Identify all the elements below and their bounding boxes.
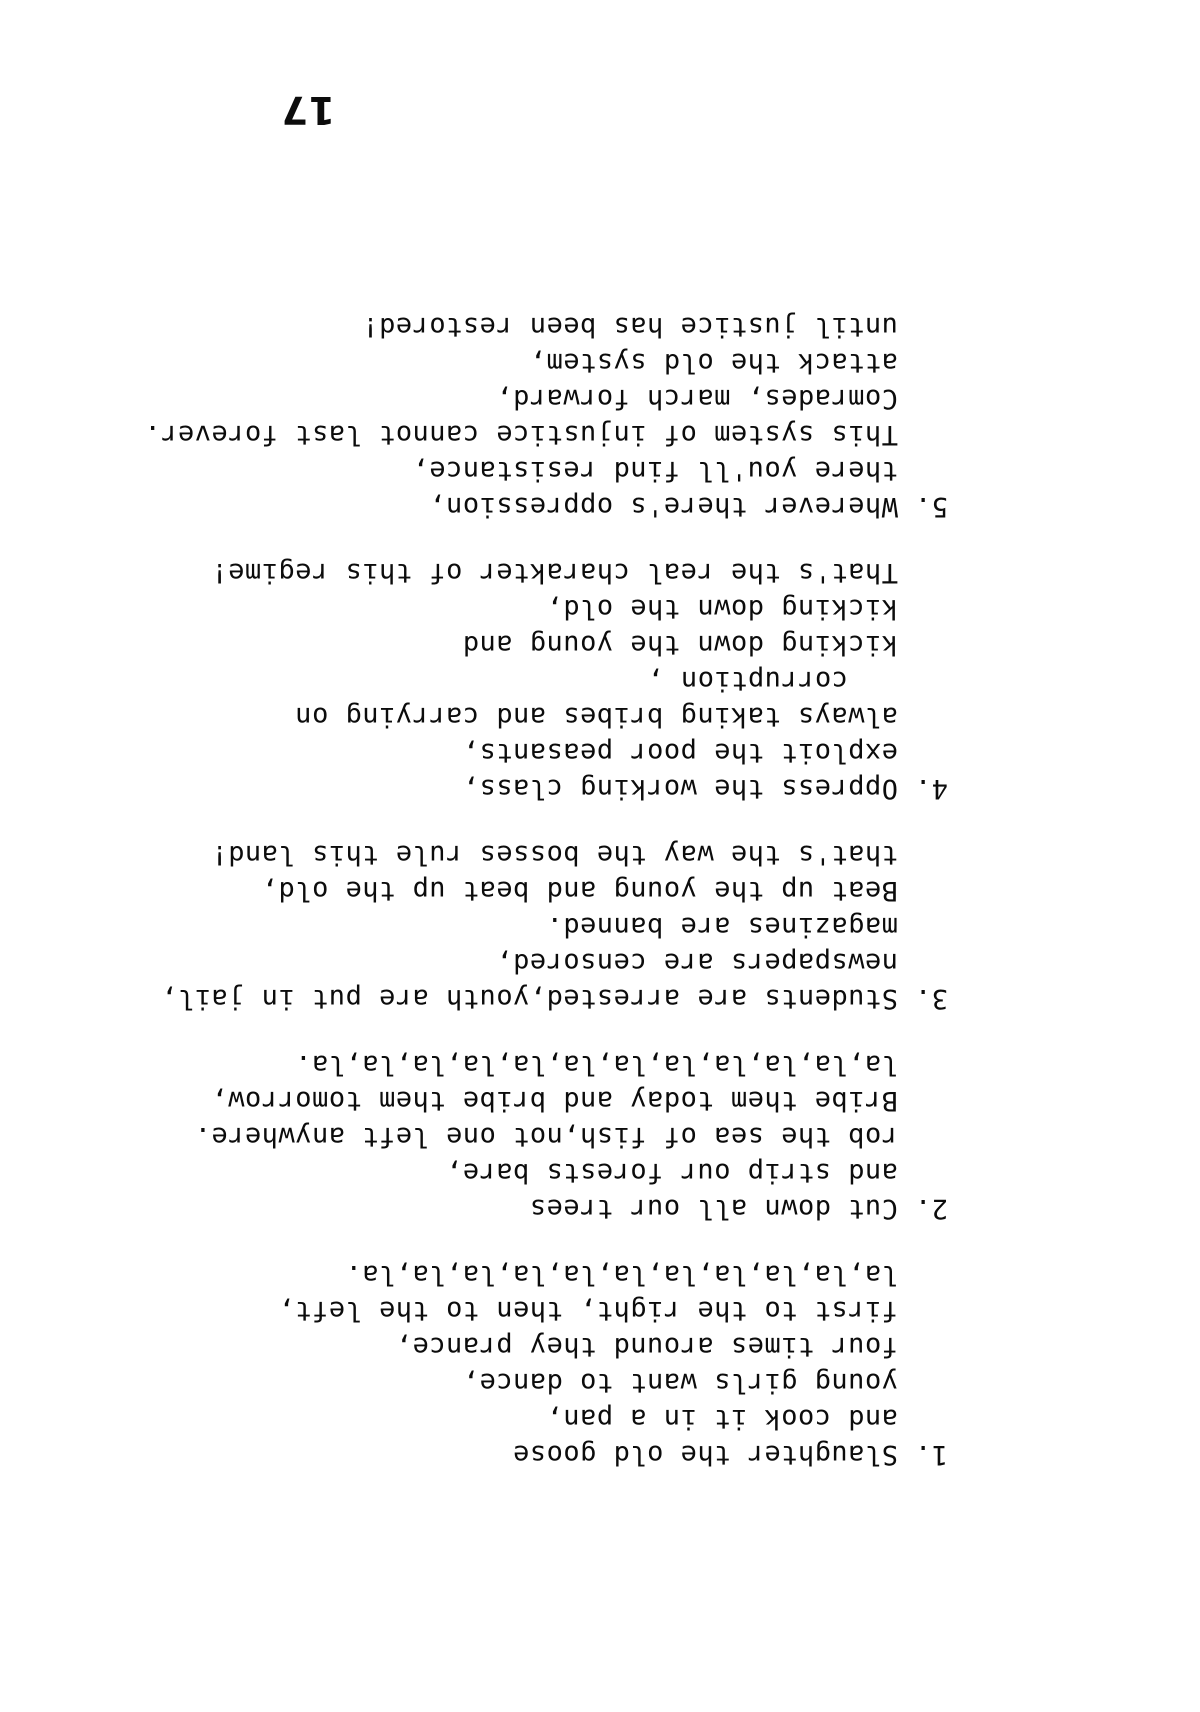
verse-line-text: attack the old system, bbox=[529, 347, 898, 378]
verse-line bbox=[144, 944, 948, 980]
verse-line-text: kicking down the young and bbox=[462, 629, 898, 660]
verse-line-text: kicking down the old, bbox=[546, 593, 898, 624]
verse-line-text: rob the sea of fish,not one left anywhere. bbox=[194, 1121, 898, 1152]
verse-4 bbox=[144, 554, 948, 806]
verse-line-text: la,la,la,la,la,la,la,la,la,la,la,la. bbox=[294, 1049, 898, 1080]
verse-line-text: Beat up the young and beat up the old, bbox=[261, 875, 898, 906]
verse-3 bbox=[144, 836, 948, 1016]
verse-1 bbox=[144, 1256, 948, 1472]
verse-line bbox=[144, 698, 948, 734]
verse-line bbox=[144, 1400, 948, 1436]
verse-line-text: corruption , bbox=[646, 665, 848, 696]
verse-line-text: This system of injustice cannot last forever. bbox=[144, 419, 898, 450]
verse-line-text: always taking bribes and carrying on bbox=[294, 701, 898, 732]
verse-number: 5. bbox=[914, 491, 948, 522]
verse-line bbox=[144, 836, 948, 872]
verse-line-text: Oppress the working class, bbox=[462, 773, 898, 804]
verse-line-text: that's the way the bosses rule this land! bbox=[211, 839, 898, 870]
verse-line-text: Comrades, march forward, bbox=[495, 383, 898, 414]
verse-line bbox=[144, 770, 948, 806]
verse-line bbox=[144, 908, 948, 944]
verse-line bbox=[144, 1364, 948, 1400]
verse-5 bbox=[144, 308, 948, 524]
verse-line-text: Bribe them today and bribe them tomorrow, bbox=[211, 1085, 898, 1116]
verse-line-text: newspapers are censored, bbox=[495, 947, 898, 978]
verse-line bbox=[144, 980, 948, 1016]
verse-line-text: Wherever there's oppression, bbox=[428, 491, 898, 522]
verse-line-text: That's the real charakter of this regime! bbox=[211, 557, 898, 588]
verse-line-text: first to the right, then to the left, bbox=[278, 1295, 898, 1326]
song-lyrics bbox=[144, 278, 948, 1472]
verse-line bbox=[144, 1190, 948, 1226]
verse-line bbox=[144, 452, 948, 488]
verse-line bbox=[144, 1082, 948, 1118]
verse-line-text: Cut down all our trees bbox=[529, 1193, 898, 1224]
verse-line-text: there you'll find resistance, bbox=[412, 455, 898, 486]
verse-line bbox=[144, 416, 948, 452]
verse-number: 1. bbox=[914, 1439, 948, 1470]
verse-line bbox=[144, 872, 948, 908]
verse-line bbox=[144, 488, 948, 524]
verse-line-text: exploit the poor peasants, bbox=[462, 737, 898, 768]
verse-line-text: la,la,la,la,la,la,la,la,la,la,la. bbox=[345, 1259, 898, 1290]
verse-number: 3. bbox=[914, 983, 948, 1014]
verse-line bbox=[144, 380, 948, 416]
verse-line-text: until justice has been restored! bbox=[361, 311, 898, 342]
verse-line-text: Slaughter the old goose bbox=[512, 1439, 898, 1470]
verse-2 bbox=[144, 1046, 948, 1226]
verse-line bbox=[144, 734, 948, 770]
verse-number: 4. bbox=[914, 773, 948, 804]
verse-line bbox=[144, 662, 948, 698]
verse-line bbox=[144, 1436, 948, 1472]
page-number: 17 bbox=[281, 88, 335, 132]
verse-line bbox=[144, 344, 948, 380]
verse-line-text: magazines are banned. bbox=[546, 911, 898, 942]
verse-line-text: young girls want to dance, bbox=[462, 1367, 898, 1398]
verse-line bbox=[144, 1256, 948, 1292]
verse-line-text: four times around they prance, bbox=[395, 1331, 898, 1362]
verse-line bbox=[144, 1046, 948, 1082]
verse-line bbox=[144, 1328, 948, 1364]
verse-line-text: and strip our forests bare, bbox=[445, 1157, 898, 1188]
verse-line bbox=[144, 1154, 948, 1190]
verse-number: 2. bbox=[914, 1193, 948, 1224]
verse-line-text: Students are arrested,youth are put in jail, bbox=[160, 983, 898, 1014]
verse-line bbox=[144, 554, 948, 590]
verse-line bbox=[144, 590, 948, 626]
verse-line-text: and cook it in a pan, bbox=[546, 1403, 898, 1434]
verse-line bbox=[144, 626, 948, 662]
verse-line bbox=[144, 1118, 948, 1154]
verse-line bbox=[144, 1292, 948, 1328]
verse-line bbox=[144, 308, 948, 344]
